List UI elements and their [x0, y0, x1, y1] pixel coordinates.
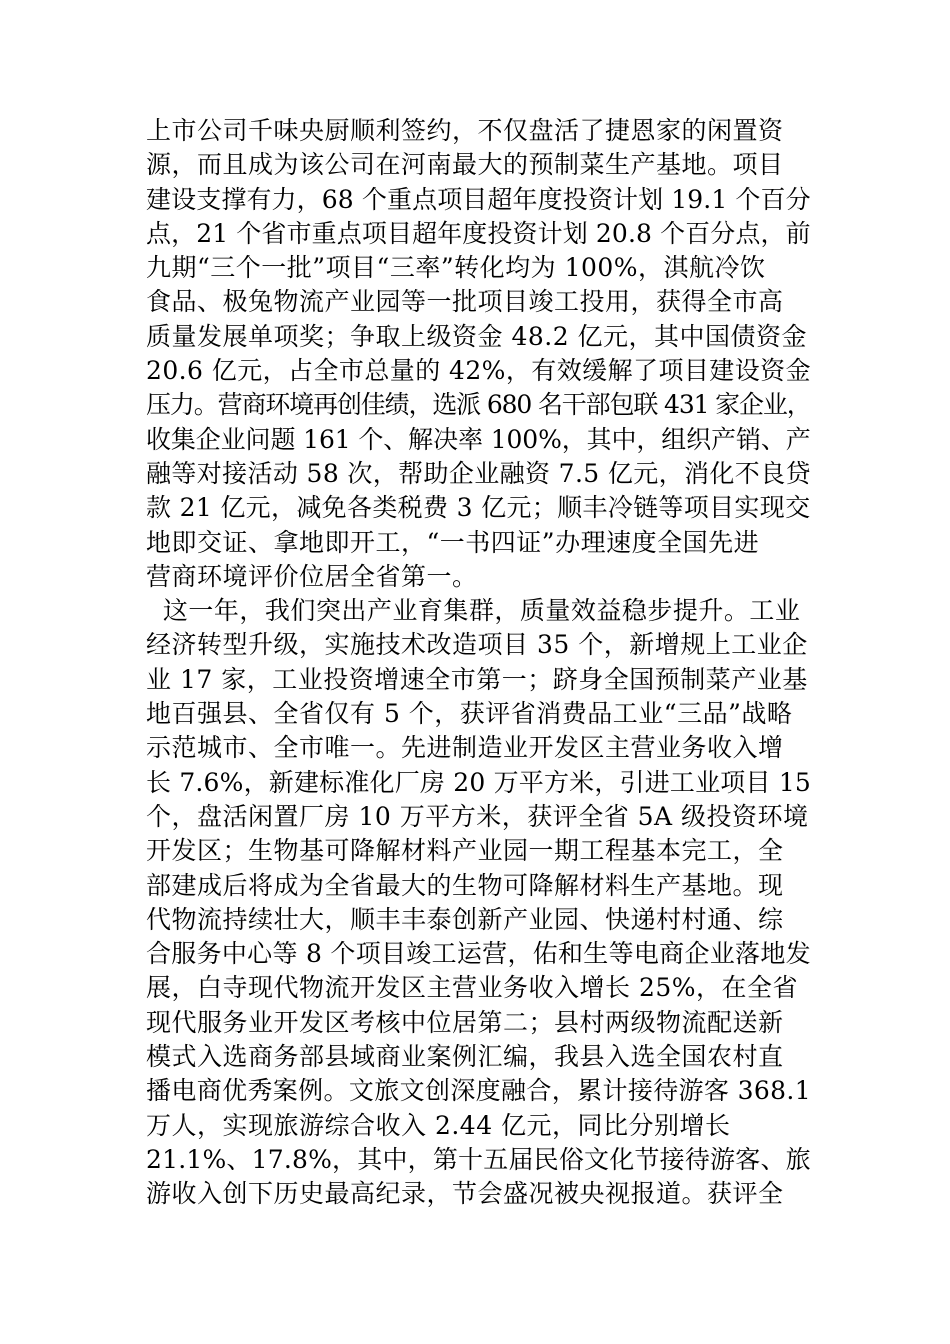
text-line: 长 7.6%，新建标准化厂房 20 万平方米，引进工业项目 15: [146, 767, 812, 797]
text-line: 质量发展单项奖；争取上级资金 48.2 亿元，其中国债资金: [146, 321, 808, 351]
text-line: 食品、极兔物流产业园等一批项目竣工投用，获得全市高: [146, 287, 784, 317]
text-line: 上市公司千味央厨顺利签约，不仅盘活了捷恩家的闲置资: [146, 116, 784, 145]
text-line: 个，盘活闲置厂房 10 万平方米，获评全省 5A 级投资环境: [146, 801, 809, 831]
text-line: 款 21 亿元，减免各类税费 3 亿元；顺丰冷链等项目实现交: [146, 493, 811, 523]
text-line: 这一年，我们突出产业育集群，质量效益稳步提升。工业: [146, 596, 801, 626]
text-line: 代物流持续壮大，顺丰丰泰创新产业园、快递村村通、综: [146, 904, 784, 934]
paragraph-1: [146, 114, 811, 594]
text-line: 源，而且成为该公司在河南最大的预制菜生产基地。项目: [146, 150, 784, 180]
text-line: 压力。营商环境再创佳绩，选派 680 名干部包联 431 家企业，: [146, 390, 811, 420]
text-line: 地即交证、拿地即开工，“一书四证”办理速度全国先进: [146, 527, 760, 557]
text-line: 播电商优秀案例。文旅文创深度融合，累计接待游客 368.1: [146, 1076, 811, 1106]
body-text: [146, 114, 811, 1212]
text-line: 游收入创下历史最高纪录，节会盛况被央视报道。获评全: [146, 1179, 784, 1209]
text-line: 收集企业问题 161 个、解决率 100%，其中，组织产销、产: [146, 424, 811, 454]
text-line: 现代服务业开发区考核中位居第二；县村两级物流配送新: [146, 1007, 784, 1037]
text-line: 20.6 亿元，占全市总量的 42%，有效缓解了项目建设资金: [146, 356, 812, 386]
text-line: 开发区；生物基可降解材料产业园一期工程基本完工，全: [146, 836, 784, 866]
paragraph-2: [146, 594, 811, 1211]
text-line: 地百强县、全省仅有 5 个，获评省消费品工业“三品”战略: [146, 699, 793, 729]
text-line: 业 17 家，工业投资增速全市第一；跻身全国预制菜产业基: [146, 664, 808, 694]
text-line: 营商环境评价位居全省第一。: [146, 561, 478, 591]
text-line: 融等对接活动 58 次，帮助企业融资 7.5 亿元，消化不良贷: [146, 458, 811, 488]
text-line: 点，21 个省市重点项目超年度投资计划 20.8 个百分点，前: [146, 218, 811, 248]
text-line: 合服务中心等 8 个项目竣工运营，佑和生等电商企业落地发: [146, 939, 811, 969]
text-line: 模式入选商务部县域商业案例汇编，我县入选全国农村直: [146, 1042, 784, 1072]
text-line: 展，白寺现代物流开发区主营业务收入增长 25%，在全省: [146, 973, 799, 1003]
text-line: 经济转型升级，实施技术改造项目 35 个，新增规上工业企: [146, 630, 808, 660]
text-line: 示范城市、全市唯一。先进制造业开发区主营业务收入增: [146, 733, 784, 763]
text-line: 九期“三个一批”项目“三率”转化均为 100%，淇航冷饮: [146, 253, 766, 283]
text-line: 建设支撑有力，68 个重点项目超年度投资计划 19.1 个百分: [146, 184, 811, 214]
text-line: 部建成后将成为全省最大的生物可降解材料生产基地。现: [146, 870, 784, 900]
text-line: 21.1%、17.8%，其中，第十五届民俗文化节接待游客、旅: [146, 1144, 811, 1174]
text-line: 万人，实现旅游综合收入 2.44 亿元，同比分别增长: [146, 1110, 731, 1140]
